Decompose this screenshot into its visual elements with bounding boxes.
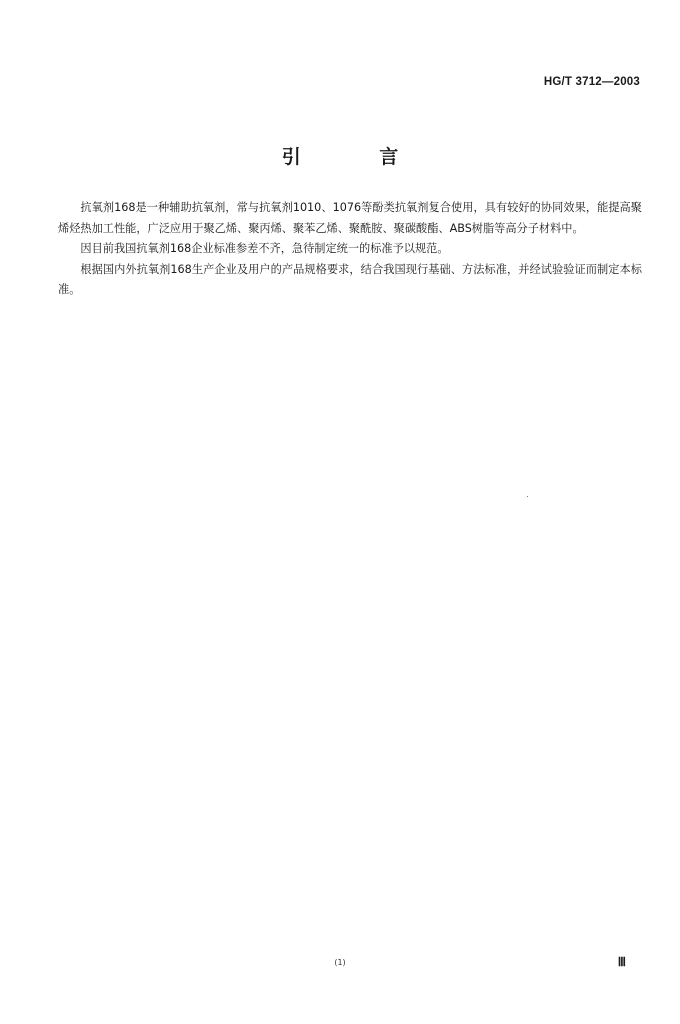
page-number: (1): [334, 958, 346, 967]
paragraph-1: 抗氧剂168是一种辅助抗氧剂，常与抗氧剂1010、1076等酚类抗氧剂复合使用，具有较好的协同效果，能提高聚烯烃热加工性能，广泛应用于聚乙烯、聚丙烯、聚苯乙烯、聚酰胺、聚碳酸酯、ABS树脂等高分子材料中。: [58, 201, 642, 235]
roman-page-number: Ⅲ: [617, 955, 626, 969]
page-title: 引 言: [281, 146, 435, 168]
introduction-body: [58, 198, 642, 301]
standard-code: HG/T 3712—2003: [543, 76, 640, 88]
paragraph-3: 根据国内外抗氧剂168生产企业及用户的产品规格要求，结合我国现行基础、方法标准，并经试验验证而制定本标准。: [58, 262, 642, 297]
scan-speck: [527, 496, 528, 497]
paragraph-2: 因目前我国抗氧剂168企业标准参差不齐，急待制定统一的标准予以规范。: [80, 242, 449, 256]
